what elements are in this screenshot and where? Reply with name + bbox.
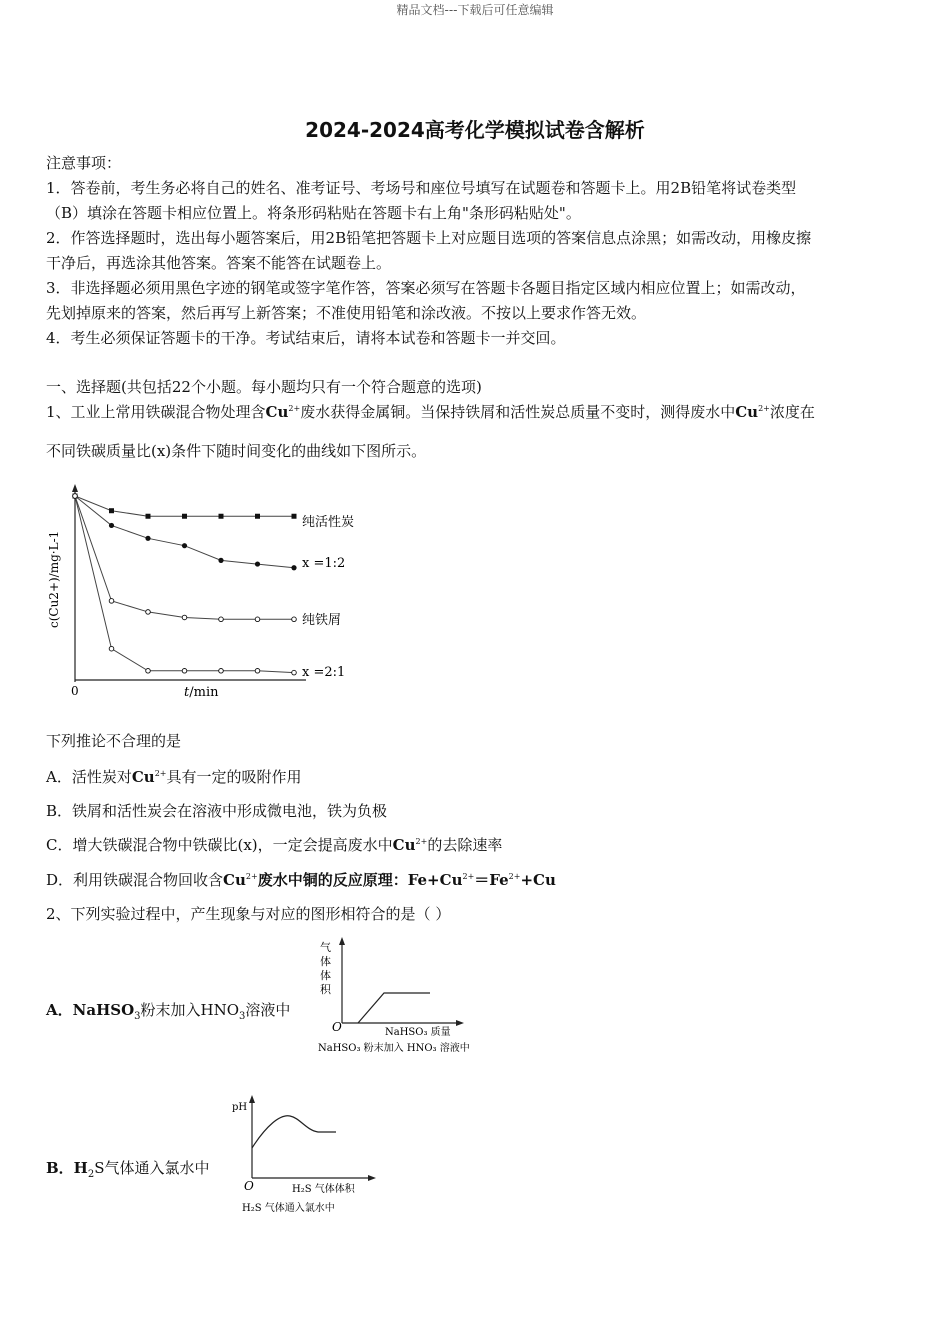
data-point — [219, 617, 224, 622]
data-point — [109, 523, 114, 528]
charge: 2+ — [245, 872, 258, 881]
chart-series — [72, 493, 296, 675]
q2-option-b-label — [46, 1157, 210, 1180]
data-point — [73, 494, 78, 499]
notice-line: 1．答卷前，考生务必将自己的姓名、准考证号、考场号和座位号填写在试题卷和答题卡上。用2B铅笔将试卷类型 — [46, 179, 797, 197]
graph-a-xlabel: NaHSO₃ 质量 — [385, 1027, 451, 1038]
data-point — [219, 514, 224, 519]
charge: 2+ — [462, 872, 475, 881]
q1-stem-a: 1、工业上常用铁碳混合物处理含 — [46, 403, 266, 421]
opt-a-mid: 粉末加入HNO — [140, 1001, 240, 1019]
notice-line: 干净后，再选涂其他答案。答案不能答在试题卷上。 — [46, 254, 392, 272]
chart-labels — [302, 514, 354, 680]
q1-option-b: B．铁屑和活性炭会在溶液中形成微电池，铁为负极 — [46, 802, 388, 820]
q1-stem-b: 废水获得金属铜。当保持铁屑和活性炭总质量不变时，测得废水中 — [300, 403, 736, 421]
option-d-mid: 废水中铜的反应原理：Fe+ — [257, 871, 440, 889]
data-point — [292, 670, 297, 675]
q1-stem-line2: 不同铁碳质量比(x)条件下随时间变化的曲线如下图所示。 — [46, 442, 427, 460]
option-c-post: 的去除速率 — [427, 836, 503, 854]
data-point — [219, 669, 224, 674]
q1-stem — [46, 401, 815, 422]
gas-volume-graph — [310, 935, 510, 1060]
data-point — [255, 617, 260, 622]
origin-label: 0 — [71, 684, 79, 698]
option-c-pre: C．增大铁碳混合物中铁碳比(x)，一定会提高废水中 — [46, 836, 393, 854]
data-point — [146, 514, 151, 519]
charge: 2+ — [508, 872, 521, 881]
data-point — [146, 669, 151, 674]
option-a-post: 具有一定的吸附作用 — [166, 768, 302, 786]
graph-b-xlabel: H₂S 气体体积 — [292, 1184, 355, 1195]
series-label: x =2:1 — [302, 665, 346, 680]
graph-b-caption: H₂S 气体通入氯水中 — [242, 1203, 335, 1214]
option-d-pre: D．利用铁碳混合物回收含 — [46, 871, 224, 889]
section-heading: 一、选择题(共包括22个小题。每小题均只有一个符合题意的选项) — [46, 378, 482, 396]
opt-a-sub: 3 — [134, 1011, 141, 1022]
data-point — [109, 599, 114, 604]
data-point — [146, 610, 151, 615]
data-point — [145, 536, 150, 541]
notice-line: 先划掉原来的答案，然后再写上新答案；不准使用铅笔和涂改液。不按以上要求作答无效。 — [46, 304, 647, 322]
data-point — [182, 514, 187, 519]
series-line — [75, 496, 294, 568]
graph-a-ylabel-4: 积 — [320, 983, 331, 996]
opt-a-post: 溶液中 — [245, 1001, 291, 1019]
graph-a-ylabel-3: 体 — [320, 969, 331, 982]
data-point — [109, 646, 114, 651]
data-point — [109, 508, 114, 513]
series-label: 纯铁屑 — [302, 613, 342, 628]
data-point — [255, 669, 260, 674]
option-d-end: +Cu — [520, 871, 556, 889]
option-a-pre: A．活性炭对 — [46, 768, 132, 786]
charge: 2+ — [154, 769, 167, 778]
cu-symbol: Cu — [131, 768, 155, 786]
data-point — [182, 615, 187, 620]
ph-graph — [232, 1092, 432, 1222]
notice-line: （B）填涂在答题卡相应位置上。将条形码粘贴在答题卡右上角"条形码粘贴处"。 — [46, 204, 581, 222]
cu-symbol: Cu — [735, 403, 759, 421]
concentration-chart — [44, 482, 364, 702]
y-axis-label: c(Cu2+)/mg·L-1 — [47, 530, 61, 628]
option-d-eq: ＝Fe — [474, 871, 509, 889]
cu-symbol: Cu — [223, 871, 246, 889]
graph-b-origin: O — [244, 1179, 254, 1193]
data-point — [292, 617, 297, 622]
data-point — [218, 558, 223, 563]
q1-stem-c: 浓度在 — [769, 403, 815, 421]
q1-option-d — [46, 869, 556, 890]
q1-question: 下列推论不合理的是 — [46, 732, 182, 750]
notice-line: 3．非选择题必须用黑色字迹的钢笔或签字笔作答，答案必须写在答题卡各题目指定区域内相应位置上；如需改动， — [46, 279, 806, 297]
q1-option-c — [46, 834, 502, 855]
data-point — [255, 514, 260, 519]
cu-symbol: Cu — [439, 871, 463, 889]
data-point — [292, 514, 297, 519]
series-label: x =1:2 — [302, 556, 346, 571]
graph-a-origin: O — [332, 1020, 342, 1034]
header-watermark: 精品文档---下载后可任意编辑 — [396, 3, 554, 17]
charge: 2+ — [758, 404, 770, 413]
graph-a-ylabel-2: 体 — [320, 955, 331, 968]
series-label: 纯活性炭 — [302, 515, 355, 530]
y-axis-arrow — [72, 484, 78, 492]
q1-option-a — [46, 766, 302, 787]
series-line — [75, 496, 294, 516]
charge: 2+ — [288, 404, 301, 413]
opt-a-pre: A．NaHSO — [46, 1001, 135, 1019]
cu-symbol: Cu — [265, 403, 289, 421]
notice-line: 2．作答选择题时，选出每小题答案后，用2B铅笔把答题卡上对应题目选项的答案信息点涂黑；如需改动，用橡皮擦 — [46, 229, 812, 247]
x-axis-label: t/min — [184, 685, 219, 700]
charge: 2+ — [415, 837, 428, 846]
data-point — [291, 565, 296, 570]
notice-heading: 注意事项： — [46, 154, 122, 172]
opt-b-sub: 2 — [87, 1169, 95, 1180]
data-point — [182, 543, 187, 548]
opt-b-pre: B．H — [46, 1159, 88, 1177]
graph-b-ylabel: pH — [232, 1102, 248, 1113]
opt-b-post: S气体通入氯水中 — [94, 1159, 210, 1177]
page-title: 2024-2024高考化学模拟试卷含解析 — [305, 118, 645, 142]
cu-symbol: Cu — [392, 836, 416, 854]
graph-a-ylabel-1: 气 — [320, 941, 331, 954]
q2-option-a-label — [46, 999, 290, 1022]
notice-line: 4．考生必须保证答题卡的干净。考试结束后，请将本试卷和答题卡一并交回。 — [46, 329, 566, 347]
data-point — [255, 561, 260, 566]
opt-a-sub2: 3 — [239, 1011, 246, 1022]
q2-stem: 2、下列实验过程中，产生现象与对应的图形相符合的是（ ） — [46, 905, 451, 923]
data-point — [182, 669, 187, 674]
graph-a-caption: NaHSO₃ 粉末加入 HNO₃ 溶液中 — [318, 1043, 470, 1054]
